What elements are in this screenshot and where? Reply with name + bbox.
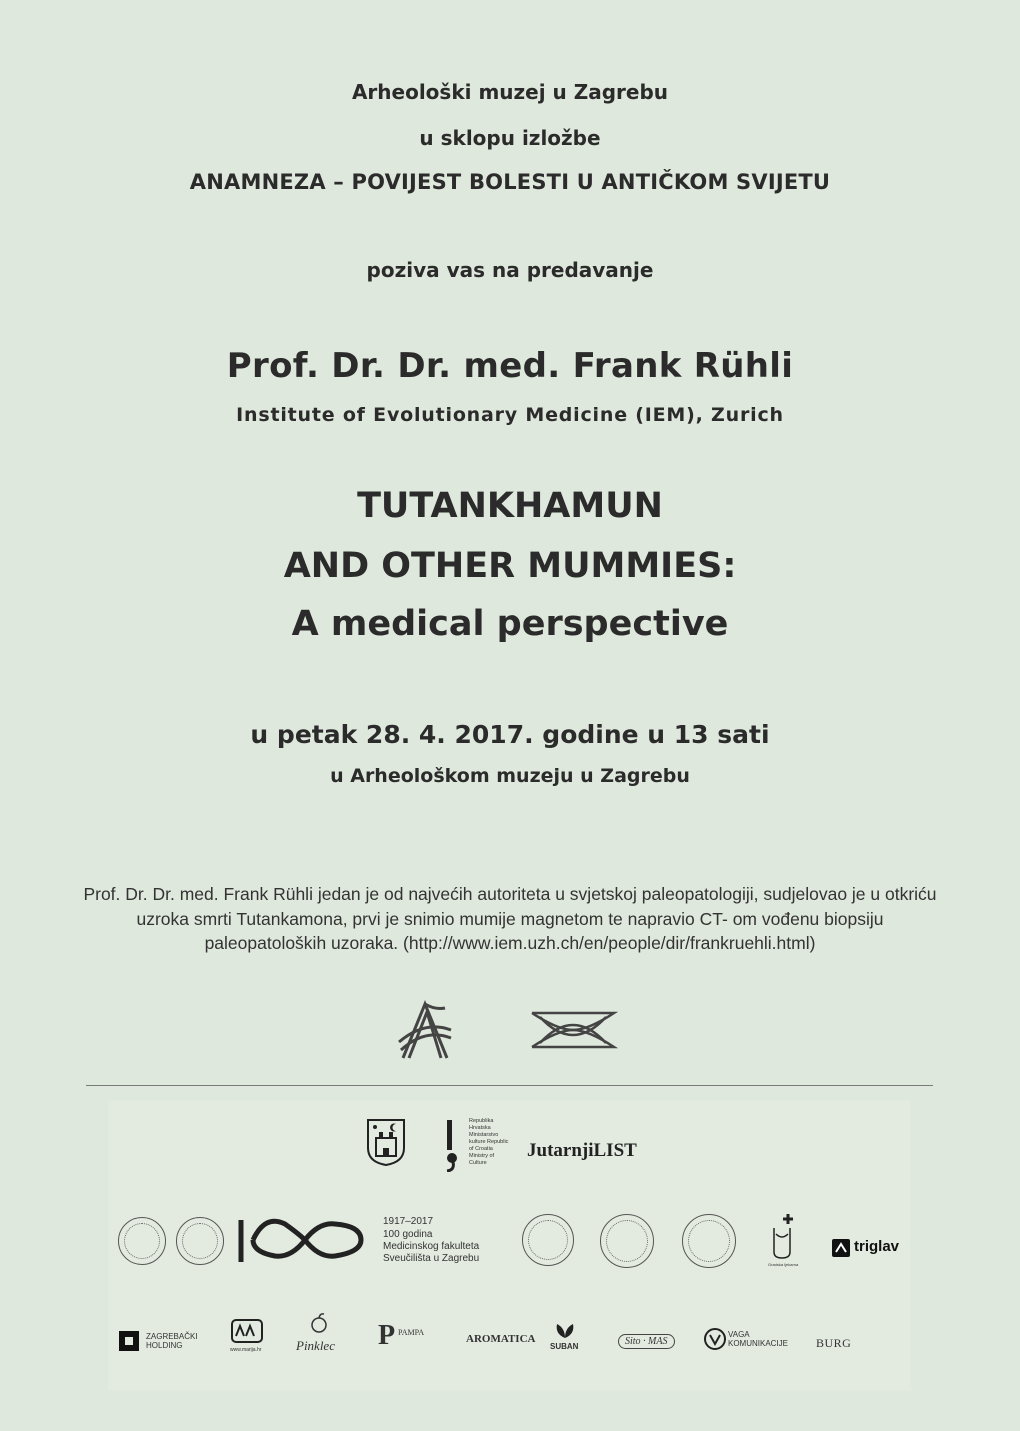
sito-mas-logo: Sito · MAS (618, 1334, 675, 1349)
university-seal-icon (176, 1217, 224, 1265)
triglav-logo: triglav (854, 1238, 900, 1255)
speaker-institute: Institute of Evolutionary Medicine (IEM), Zurich (236, 404, 784, 426)
academy-seal-icon (600, 1214, 654, 1268)
society-seal-icon (682, 1214, 736, 1268)
knot-logo (528, 1005, 618, 1055)
speaker-name: Prof. Dr. Dr. med. Frank Rühli (226, 346, 794, 386)
exhibition-title: ANAMNEZA – POVIJEST BOLESTI U ANTIČKOM SVIJETU (189, 170, 831, 194)
zagrebacki-holding-logo: ZAGREBAČKI HOLDING (146, 1332, 198, 1350)
svg-text:Gradska ljekarna: Gradska ljekarna (768, 1262, 799, 1267)
vaga-icon (704, 1328, 726, 1350)
centenary-text: 100 godina Medicinskog fakulteta Sveučilišta u Zagrebu (383, 1229, 480, 1264)
marija-icon (230, 1318, 264, 1344)
museum-a-logo (395, 1000, 455, 1060)
event-place: u Arheološkom muzeju u Zagrebu (330, 765, 690, 787)
divider (86, 1085, 933, 1086)
pharmacy-icon (766, 1212, 800, 1268)
centenary-years: 1917–2017 (383, 1216, 434, 1227)
suban-logo: SUBAN (550, 1342, 579, 1351)
pampa-logo: PAMPA (398, 1328, 425, 1337)
zagreb-coat-of-arms-icon (366, 1118, 406, 1166)
lecture-title-line2: AND OTHER MUMMIES: (283, 546, 737, 586)
triglav-icon (831, 1238, 851, 1258)
suban-leaf-icon (553, 1320, 577, 1340)
pampa-p-icon: P (378, 1320, 396, 1351)
event-date: u petak 28. 4. 2017. godine u 13 sati (250, 720, 770, 749)
zagrebacki-holding-icon (118, 1330, 140, 1352)
pinklec-apple-icon (310, 1312, 328, 1334)
lecture-title-line3: A medical perspective (291, 604, 729, 644)
aromatica-logo: AROMATICA (466, 1333, 536, 1345)
ministry-of-culture-icon (443, 1118, 463, 1172)
burg-logo: BURG (816, 1336, 852, 1350)
invitation-line: poziva vas na predavanje (366, 258, 654, 282)
100-years-logo (235, 1214, 370, 1266)
jutarnji-list-logo: JutarnjiLIST (527, 1140, 637, 1161)
exhibition-intro: u sklopu izložbe (419, 126, 601, 150)
marija-url: www.marija.hr (230, 1347, 262, 1353)
museum-name: Arheološki muzej u Zagrebu (351, 80, 669, 104)
medical-faculty-seal-icon (118, 1217, 166, 1265)
pinklec-logo: Pinklec (296, 1338, 335, 1353)
ministry-text: Republika Hrvatska Ministarstvo kulture Republic of Croatia Ministry of Culture (469, 1118, 509, 1166)
speaker-bio: Prof. Dr. Dr. med. Frank Rühli jedan je od najvećih autoriteta u svjetskoj paleopatologiji, sudjelovao je u otkriću uzroka smrti Tutankamona, prvi je snimio mumije magnetom te napravio CT- om vođenu biopsiju paleopatoloških uzoraka. (http://www.iem.uzh.ch/en/people/dir/frankruehli.html) (83, 884, 937, 953)
vaga-logo: VAGA KOMUNIKACIJE (728, 1330, 789, 1348)
hospital-seal-icon (522, 1214, 574, 1266)
lecture-title-line1: TUTANKHAMUN (357, 486, 663, 526)
